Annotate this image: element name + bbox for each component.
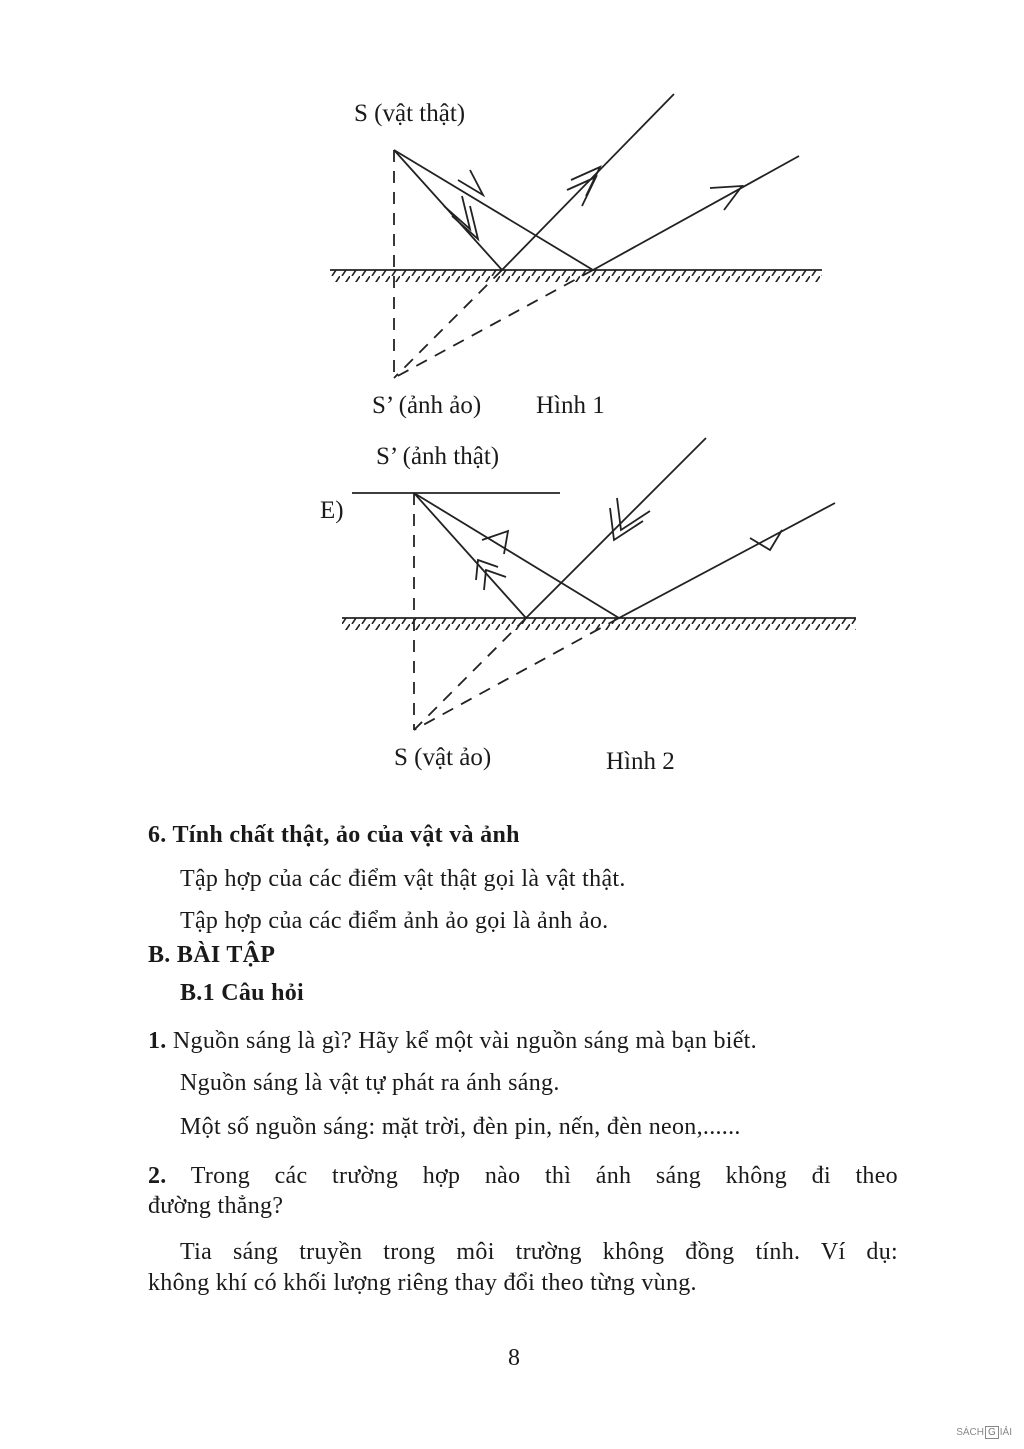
brand-logo: SÁCH G IẢI <box>956 1427 1012 1438</box>
incoming-ray-2a <box>526 438 706 618</box>
mirror-hatch-1 <box>330 270 822 282</box>
q2-line-1 <box>148 1163 898 1190</box>
extension-dashed-1a <box>394 270 502 378</box>
incident-ray-1b <box>394 150 593 270</box>
q1-answer-1: Nguồn sáng là vật tự phát ra ánh sáng. <box>180 1070 560 1096</box>
figure-2 <box>342 438 856 730</box>
q1-question: Nguồn sáng là gì? Hãy kể một vài nguồn sáng mà bạn biết. <box>172 1028 757 1054</box>
page-number: 8 <box>508 1345 520 1371</box>
figure1-object-label: S (vật thật) <box>354 100 466 127</box>
extension-dashed-2b <box>414 618 619 730</box>
section6-line-1: Tập hợp của các điểm vật thật gọi là vật thật. <box>180 866 626 892</box>
figure2-caption: Hình 2 <box>606 748 675 775</box>
arrow-double-1a <box>444 196 470 229</box>
extension-dashed-2a <box>414 618 526 730</box>
q1-answer-2: Một số nguồn sáng: mặt trời, đèn pin, nến, đèn neon,...... <box>180 1114 741 1140</box>
q1-line <box>148 1028 757 1055</box>
figure1-image-label: S’ (ảnh ảo) <box>372 392 482 419</box>
q2-number: 2. <box>148 1163 167 1189</box>
reflected-ray-2a <box>414 493 526 618</box>
figure2-screen-label: E) <box>320 497 344 524</box>
incoming-ray-2b <box>619 503 835 618</box>
arrow-double-1c-2 <box>567 177 596 206</box>
extension-dashed-1b <box>394 270 593 378</box>
section6-line-2: Tập hợp của các điểm ảnh ảo gọi là ảnh ảo. <box>180 908 609 934</box>
arrow-double-2a <box>617 498 650 530</box>
q1-number: 1. <box>148 1028 167 1054</box>
q2-question-line-2: đường thẳng? <box>148 1193 284 1219</box>
figure1-caption: Hình 1 <box>536 392 605 419</box>
partB-heading: B. BÀI TẬP <box>148 942 276 968</box>
arrow-double-2c-2 <box>484 570 506 590</box>
reflected-ray-1a <box>502 94 674 270</box>
q2-answer-line-1: Tia sáng truyền trong môi trường không đồng tính. Ví dụ: <box>180 1239 898 1265</box>
figure2-image-label: S’ (ảnh thật) <box>376 443 500 470</box>
partB-subheading: B.1 Câu hỏi <box>180 980 305 1006</box>
q2-answer-line-2: không khí có khối lượng riêng thay đổi theo từng vùng. <box>148 1270 697 1296</box>
q2-question-line-1: Trong các trường hợp nào thì ánh sáng không đi theo <box>190 1163 898 1189</box>
arrow-double-2a-2 <box>610 508 643 540</box>
section6-heading: 6. Tính chất thật, ảo của vật và ảnh <box>148 822 520 848</box>
figure-1 <box>330 94 822 378</box>
figure2-object-label: S (vật ảo) <box>394 744 492 771</box>
reflected-ray-1b <box>593 156 799 270</box>
